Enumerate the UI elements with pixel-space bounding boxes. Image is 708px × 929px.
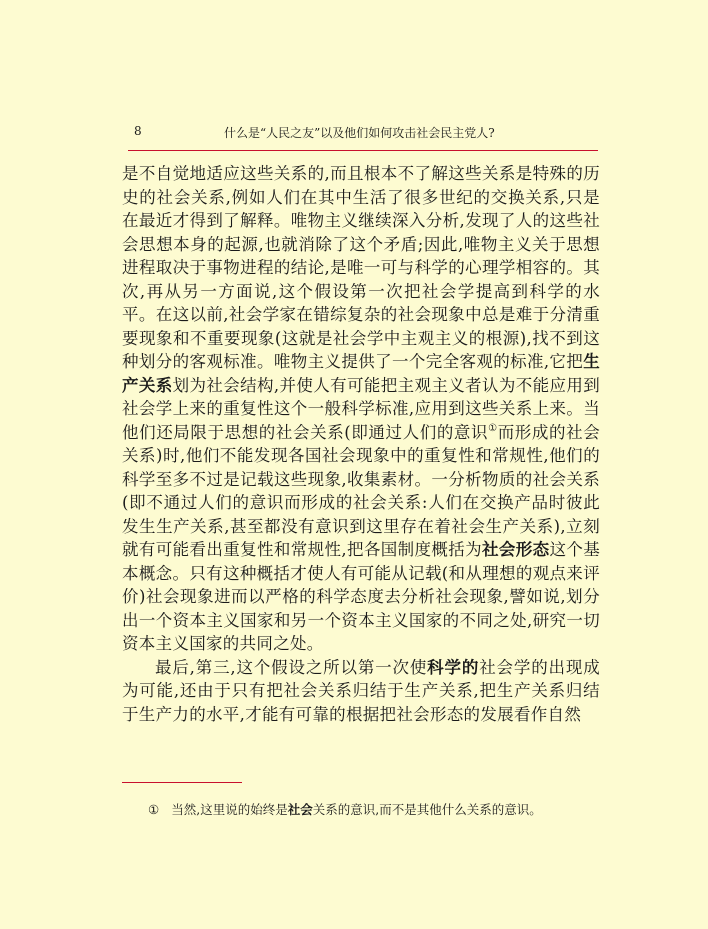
paragraph-1-text-c: 而形成的社会关系)时,他们不能发现各国社会现象中的重复性和常规性,他们的科学至多不过是记载这些现象,收集素材。一分析物质的社会关系(即不通过人们的意识而形成的社会关系:人们在交换产品时彼此发生生产关系,甚至都没有意识到这里存在着社会生产关系),立刻就有可能看出重复性和常规性,把各国制度概括为 [122, 422, 600, 559]
paragraph-2-text-a: 最后,第三,这个假设之所以第一次使 [155, 657, 428, 677]
footnote-rule [122, 782, 242, 783]
paragraph-1-text-b: 划为社会结构,并使人有可能把主观主义者认为不能应用到社会学上来的重复性这个一般科学标准,应用到这些关系上来。当他们还局限于思想的社会关系(即通过人们的意识 [122, 375, 600, 442]
footnote-text-a: 当然,这里说的始终是 [171, 802, 288, 817]
footnote-text-b: 关系的意识,而不是其他什么关系的意识。 [312, 802, 542, 817]
footnote-number: ① [148, 802, 160, 817]
header-rule [128, 150, 598, 151]
paragraph-1-text-d: 这个基本概念。只有这种概括才使人有可能从记载(和从理想的观点来评价)社会现象进而以严格的科学态度去分析社会现象,譬如说,划分出一个资本主义国家和另一个资本主义国家的不同之处,研究一切资本主义国家的共同之处。 [122, 540, 600, 653]
bold-term-social-formation: 社会形态 [481, 540, 550, 559]
paragraph-2-text-b: 社会学的出现成为可能,还由于只有把社会关系归结于生产关系,把生产关系归结于生产力的水平,才能有可靠的根据把社会形态的发展看作自然 [122, 657, 600, 724]
paragraph-2 [122, 656, 600, 727]
paragraph-1 [122, 162, 600, 656]
paragraph-1-text-a: 是不自觉地适应这些关系的,而且根本不了解这些关系是特殊的历史的社会关系,例如人们在其中生活了很多世纪的交换关系,只是在最近才得到了解释。唯物主义继续深入分析,发现了人的这些社会思想本身的起源,也就消除了这个矛盾;因此,唯物主义关于思想进程取决于事物进程的结论,是唯一可与科学的心理学相容的。其次,再从另一方面说,这个假设第一次把社会学提高到科学的水平。在这以前,社会学家在错综复杂的社会现象中总是难于分清重要现象和不重要现象(这就是社会学中主观主义的根源),找不到这种划分的客观标准。唯物主义提供了一个完全客观的标准,它把 [122, 164, 600, 371]
body-text [122, 162, 600, 726]
footnote-bold-term: 社会 [287, 802, 313, 817]
footnote-reference[interactable]: ① [488, 422, 498, 434]
page-number: 8 [134, 124, 142, 138]
bold-term-production-relations: 生产关系 [122, 352, 600, 395]
bold-term-scientific: 科学的 [427, 657, 480, 677]
running-title: 什么是“人民之友”以及他们如何攻击社会民主党人? [224, 126, 495, 140]
page-header [128, 124, 598, 146]
footnote [148, 800, 542, 818]
